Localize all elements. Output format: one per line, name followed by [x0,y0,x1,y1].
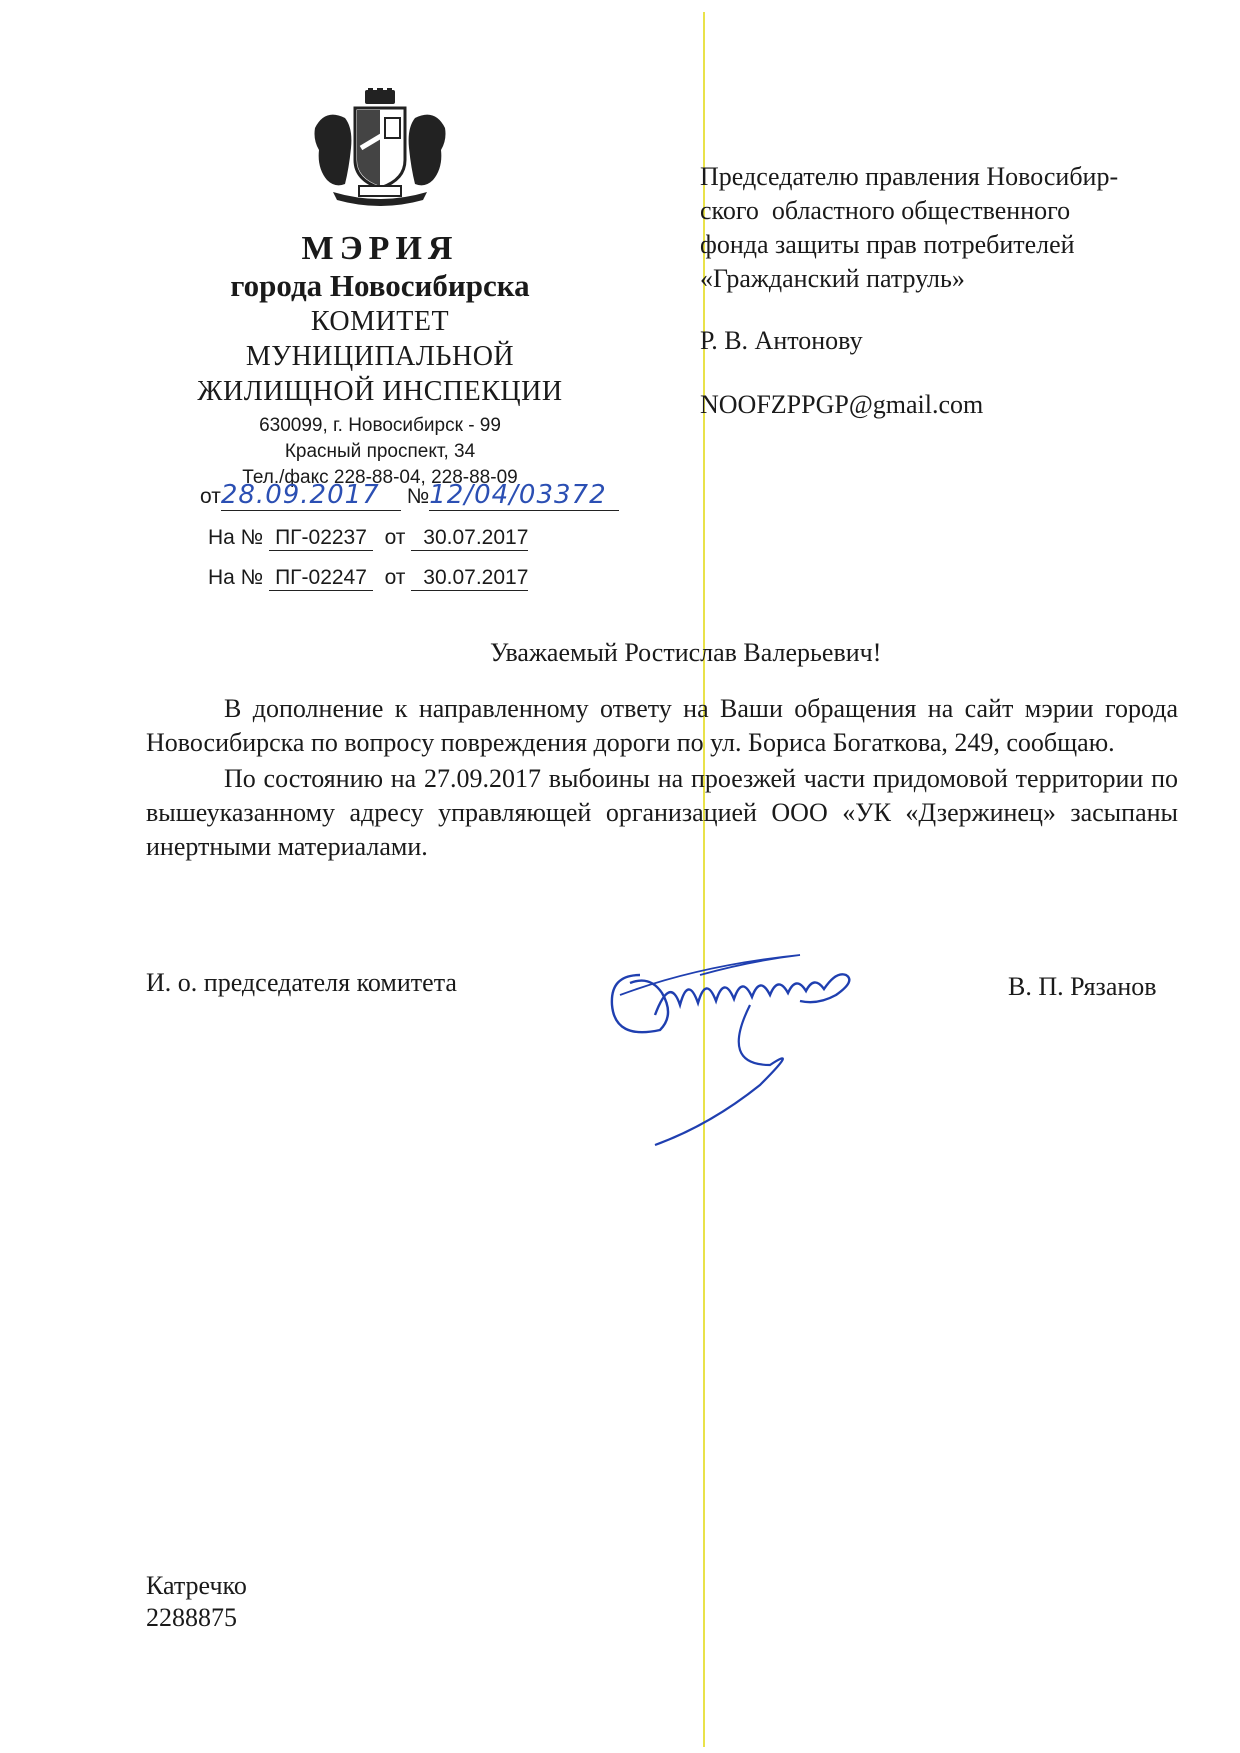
recipient-block [700,160,1170,422]
reference-line-2 [208,566,528,591]
recipient-email: NOOFZPPGP@gmail.com [700,390,984,419]
reference-line-1 [208,526,528,551]
recipient-name: Р. В. Антонову [700,326,863,355]
recipient-line-3: фонда защиты прав потребителей [700,230,1075,259]
ref-number: ПГ-02247 [269,566,373,591]
recipient-line-2: ского областного общественного [700,196,1071,225]
signatory-title: И. о. председателя комитета [146,968,457,997]
address-line-3: Тел./факс 228-88-04, 228-88-09 [242,467,518,488]
signatory-name: В. П. Рязанов [1008,972,1157,1001]
ref-date: 30.07.2017 [411,566,528,591]
number-label: № [406,485,430,508]
ref-from-label: от [384,526,406,549]
handwritten-number: 12/04/03372 [429,480,619,511]
coat-of-arms-icon [305,88,455,208]
greeting: Уважаемый Ростислав Валерьевич! [490,638,882,667]
city-name: города Новосибирска [230,268,530,303]
body-paragraph-1: В дополнение к направленному ответу на Ваши обращения на сайт мэрии города Новосибирска по вопросу повреждения дороги по ул. Бориса Богаткова, 249, сообщаю. [146,694,1178,757]
letterhead [170,88,590,491]
letter-body [146,692,1178,864]
recipient-line-4: «Гражданский патруль» [700,264,965,293]
body-paragraph-2: По состоянию на 27.09.2017 выбоины на проезжей части придомовой территории по вышеуказанному адресу управляющей организацией ООО «УК «Дзержинец» засыпаны инертными материалами. [146,764,1178,861]
ref-from-label: от [384,566,406,589]
address-line-2: Красный проспект, 34 [284,441,476,462]
ref-label: На № [208,526,264,549]
committee-line-3: ЖИЛИЩНОЙ ИНСПЕКЦИИ [197,376,563,407]
handwritten-signature-icon [600,935,900,1175]
committee-line-1: КОМИТЕТ [310,306,450,337]
recipient-line-1: Председателю правления Новосибир- [700,162,1119,191]
committee-line-2: МУНИЦИПАЛЬНОЙ [245,341,515,372]
ref-number: ПГ-02237 [269,526,373,551]
from-label: от [200,485,221,508]
executor-phone: 2288875 [146,1603,237,1632]
outgoing-registration [200,480,619,511]
executor-name: Катречко [146,1571,247,1600]
city-hall-title: МЭРИЯ [301,230,459,267]
ref-label: На № [208,566,264,589]
handwritten-date: 28.09.2017 [221,480,401,511]
executor-block [146,1570,247,1634]
address-line-1: 630099, г. Новосибирск - 99 [259,415,501,436]
ref-date: 30.07.2017 [411,526,528,551]
